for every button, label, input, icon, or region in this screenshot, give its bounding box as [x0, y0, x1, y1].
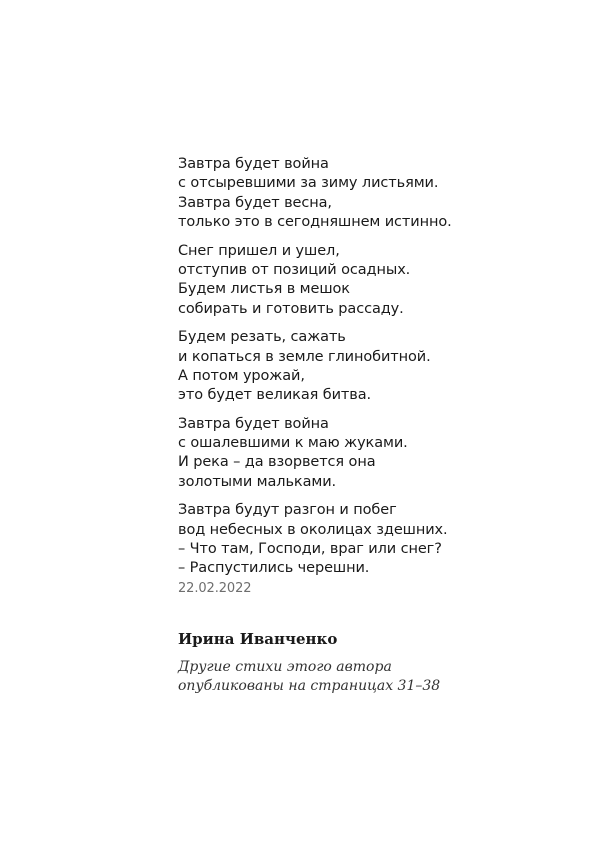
stanza-4 — [178, 415, 478, 493]
author-name: Ирина Иванченко — [178, 630, 338, 648]
poem-line: Завтра будут разгон и побег — [178, 502, 397, 519]
stanza-1 — [178, 155, 478, 233]
poem-line: Завтра будет война — [178, 156, 329, 172]
author-note — [178, 658, 498, 696]
author-note-line: Другие стихи этого автора — [178, 659, 392, 675]
author-note-line: опубликованы на страницах 31–38 — [178, 678, 441, 694]
poem-line: А потом урожай, — [178, 367, 305, 384]
stanza-3 — [178, 328, 478, 406]
poem-line: И река – да взорвется она — [178, 454, 376, 471]
poem-line: Завтра будет весна, — [178, 194, 332, 211]
poem-line: собирать и готовить рассаду. — [178, 300, 404, 317]
poem-line: с ошалевшими к маю жуками. — [178, 435, 408, 452]
poem-line: золотыми мальками. — [178, 473, 337, 490]
stanza-5 — [178, 501, 478, 579]
poem — [178, 155, 478, 598]
poem-line: это будет великая битва. — [178, 387, 371, 404]
poem-line: и копаться в земле глинобитной. — [178, 348, 431, 365]
poem-line: Будем резать, сажать — [178, 329, 346, 346]
poem-line: только это в сегодняшнем истинно. — [178, 214, 452, 231]
stanza-2 — [178, 242, 478, 320]
poem-line: с отсыревшими за зиму листьями. — [178, 175, 439, 192]
poem-line: – Распустились черешни. — [178, 560, 370, 577]
poem-date: 22.02.2022 — [178, 580, 252, 596]
poem-line: – Что там, Господи, враг или снег? — [178, 541, 442, 558]
author-block — [178, 628, 498, 696]
poem-line: Снег пришел и ушел, — [178, 242, 340, 259]
poem-line: Будем листья в мешок — [178, 281, 350, 298]
poem-line: Завтра будет война — [178, 415, 329, 432]
poem-line: вод небесных в околицах здешних. — [178, 521, 448, 538]
poem-line: отступив от позиций осадных. — [178, 261, 411, 278]
